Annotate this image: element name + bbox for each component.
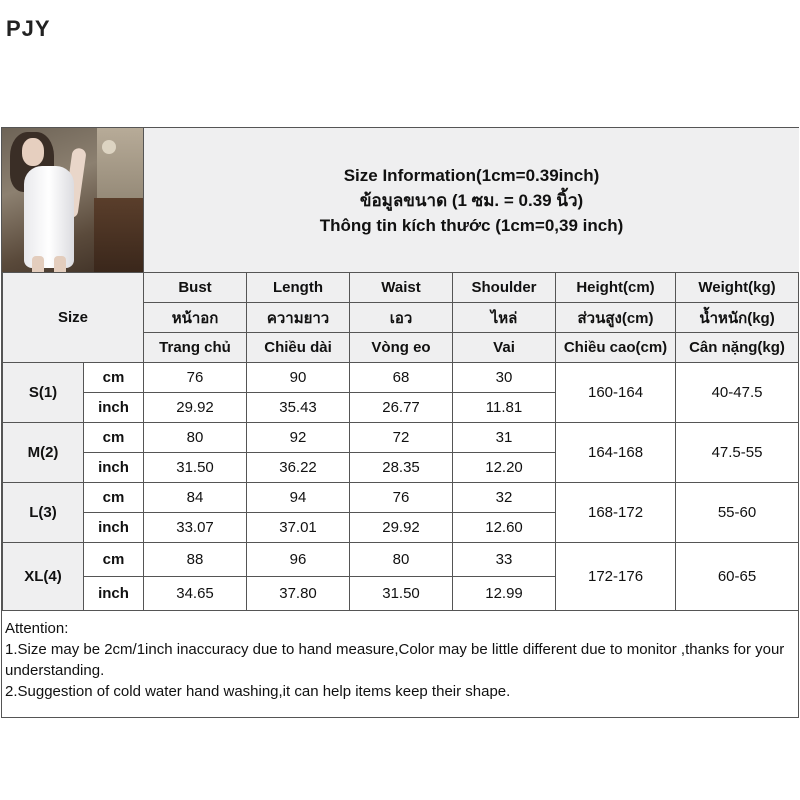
height-cell: 168-172 [556,483,676,543]
height-cell: 164-168 [556,423,676,483]
table-cell: 12.99 [453,577,556,611]
table-cell: 76 [350,483,453,513]
table-cell: 31.50 [350,577,453,611]
unit-label: cm [84,483,144,513]
col-bust: Bust [144,273,247,303]
col-length: Length [247,273,350,303]
col-shoulder-vi: Vai [453,333,556,363]
unit-label: inch [84,513,144,543]
size-label: XL(4) [3,543,84,611]
table-cell: 96 [247,543,350,577]
table-cell: 28.35 [350,453,453,483]
size-label: S(1) [3,363,84,423]
unit-label: cm [84,543,144,577]
size-chart [1,127,799,718]
table-cell: 29.92 [144,393,247,423]
unit-label: cm [84,423,144,453]
col-height-vi: Chiều cao(cm) [556,333,676,363]
table-cell: 92 [247,423,350,453]
table-cell: 26.77 [350,393,453,423]
table-row [3,363,799,393]
table-cell: 33.07 [144,513,247,543]
notes-line-2: 2.Suggestion of cold water hand washing,it can help items keep their shape. [5,683,511,700]
table-cell: 80 [144,423,247,453]
notes-title: Attention: [5,620,69,637]
col-waist-vi: Vòng eo [350,333,453,363]
col-waist-th: เอว [350,303,453,333]
table-cell: 33 [453,543,556,577]
table-cell: 80 [350,543,453,577]
col-shoulder: Shoulder [453,273,556,303]
table-row [3,543,799,577]
col-height-th: ส่วนสูง(cm) [556,303,676,333]
size-heading: Size [3,273,144,363]
table-cell: 11.81 [453,393,556,423]
info-line-en: Size Information(1cm=0.39inch) [343,165,600,185]
size-info-header [143,128,799,272]
table-cell: 76 [144,363,247,393]
height-cell: 160-164 [556,363,676,423]
table-cell: 12.20 [453,453,556,483]
size-label: M(2) [3,423,84,483]
table-cell: 68 [350,363,453,393]
col-height: Height(cm) [556,273,676,303]
unit-label: inch [84,393,144,423]
table-cell: 37.80 [247,577,350,611]
table-cell: 34.65 [144,577,247,611]
attention-notes [5,618,795,702]
weight-cell: 55-60 [676,483,799,543]
table-cell: 12.60 [453,513,556,543]
table-cell: 30 [453,363,556,393]
table-cell: 88 [144,543,247,577]
table-cell: 31.50 [144,453,247,483]
table-cell: 84 [144,483,247,513]
header-row-en [3,273,799,303]
table-cell: 94 [247,483,350,513]
col-bust-th: หน้าอก [144,303,247,333]
table-cell: 31 [453,423,556,453]
table-cell: 32 [453,483,556,513]
table-row [3,483,799,513]
table-cell: 36.22 [247,453,350,483]
unit-label: inch [84,453,144,483]
weight-cell: 60-65 [676,543,799,611]
col-bust-vi: Trang chủ [144,333,247,363]
info-line-vi: Thông tin kích thước (1cm=0,39 inch) [319,215,624,235]
product-photo [2,128,143,272]
col-weight: Weight(kg) [676,273,799,303]
col-shoulder-th: ไหล่ [453,303,556,333]
col-weight-vi: Cân nặng(kg) [676,333,799,363]
table-row [3,423,799,453]
table-cell: 90 [247,363,350,393]
size-label: L(3) [3,483,84,543]
table-cell: 35.43 [247,393,350,423]
unit-label: cm [84,363,144,393]
weight-cell: 47.5-55 [676,423,799,483]
unit-label: inch [84,577,144,611]
table-cell: 72 [350,423,453,453]
col-weight-th: น้ำหนัก(kg) [676,303,799,333]
col-length-vi: Chiều dài [247,333,350,363]
notes-line-1: 1.Size may be 2cm/1inch inaccuracy due to hand measure,Color may be little different due to monitor ,thanks for your understanding. [5,641,785,679]
height-cell: 172-176 [556,543,676,611]
col-waist: Waist [350,273,453,303]
size-table [2,272,799,611]
brand-logo: PJY [6,16,51,41]
info-line-th: ข้อมูลขนาด (1 ซม. = 0.39 นิ้ว) [359,190,584,210]
table-cell: 37.01 [247,513,350,543]
col-length-th: ความยาว [247,303,350,333]
weight-cell: 40-47.5 [676,363,799,423]
table-cell: 29.92 [350,513,453,543]
